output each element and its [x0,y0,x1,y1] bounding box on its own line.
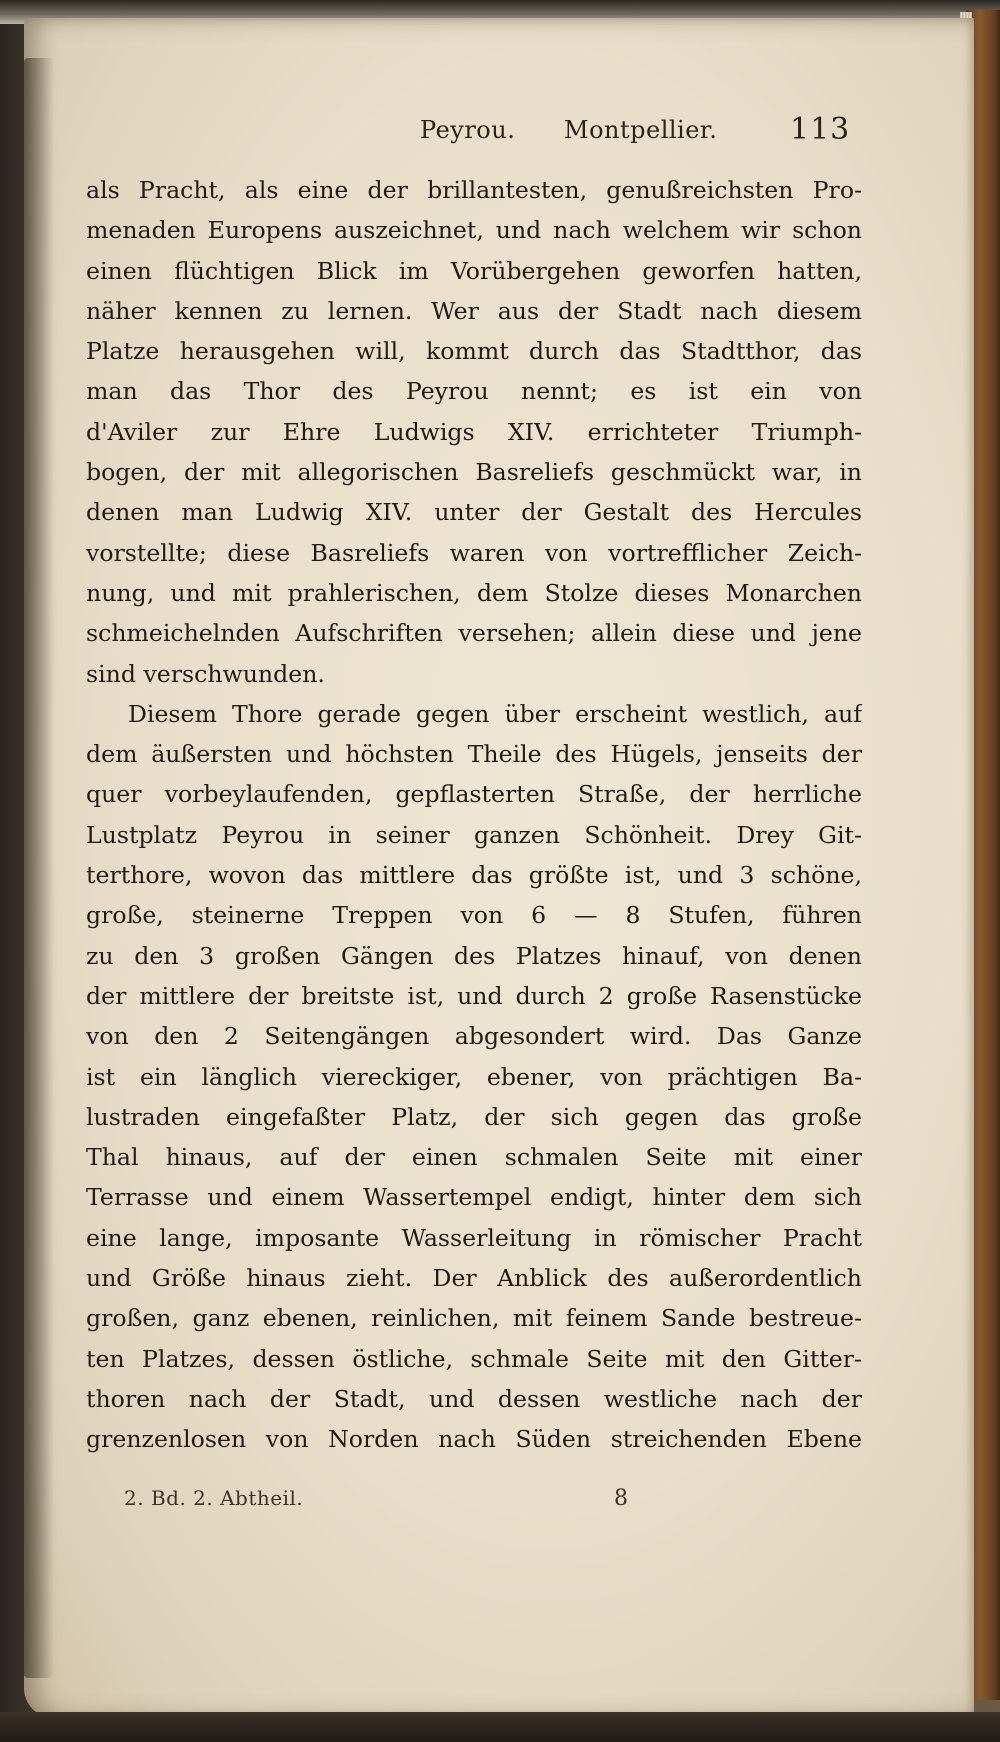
body-text [86,170,862,1460]
paragraph-end-line: sind verschwunden. [86,659,325,688]
text-line: d'Aviler zur Ehre Ludwigs XIV. errichteter Triumph- [86,417,862,446]
text-line: vorstellte; diese Basreliefs waren von vortrefflicher Zeich- [86,538,862,567]
text-line: eine lange, imposante Wasserleitung in römischer Pracht [86,1223,862,1252]
text-line: terthore, wovon das mittlere das größte ist, und 3 schöne, [86,861,862,890]
text-line: thoren nach der Stadt, und dessen westliche nach der [86,1384,862,1413]
text-line: von den 2 Seitengängen abgesondert wird. Das Ganze [86,1022,862,1051]
text-line: große, steinerne Treppen von 6 — 8 Stufen, führen [86,901,862,930]
text-line: nung, und mit prahlerischen, dem Stolze dieses Monarchen [86,578,862,607]
page-number: 113 [790,112,851,147]
text-line: der mittlere der breitste ist, und durch 2 große Rasenstücke [86,981,862,1010]
text-line: denen man Ludwig XIV. unter der Gestalt des Hercules [86,498,862,527]
text-line: Thal hinaus, auf der einen schmalen Seite mit einer [86,1143,862,1172]
text-line: dem äußersten und höchsten Theile des Hügels, jenseits der [86,740,862,769]
text-line: man das Thor des Peyrou nennt; es ist ein von [86,377,862,406]
text-line: und Größe hinaus zieht. Der Anblick des außerordentlich [86,1264,862,1293]
page-footer [24,1486,974,1526]
text-line: näher kennen zu lernen. Wer aus der Stadt nach diesem [86,296,862,325]
text-line: lustraden eingefaßter Platz, der sich gegen das große [86,1102,862,1131]
text-line: menaden Europens auszeichnet, und nach welchem wir schon [86,216,862,245]
text-line: ist ein länglich viereckiger, ebener, von prächtigen Ba- [86,1062,862,1091]
text-line: quer vorbeylaufenden, gepflasterten Straße, der herrliche [86,780,862,809]
running-header [24,112,974,152]
text-line: als Pracht, als eine der brillantesten, genußreichsten Pro- [86,176,862,204]
text-line: Lustplatz Peyrou in seiner ganzen Schönheit. Drey Git- [86,820,862,849]
text-line: ten Platzes, dessen östliche, schmale Seite mit den Gitter- [86,1344,862,1373]
sheet-mark: 8 [614,1486,628,1511]
running-title-right: Montpellier. [564,116,718,144]
text-line: Terrasse und einem Wassertempel endigt, hinter dem sich [86,1183,862,1212]
text-line: grenzenlosen von Norden nach Süden streichenden Ebene [86,1425,862,1454]
running-title-left: Peyrou. [420,116,516,144]
book-page [24,18,974,1718]
text-line: einen flüchtigen Blick im Vorübergehen geworfen hatten, [86,256,862,285]
text-line: schmeichelnden Aufschriften versehen; allein diese und jene [86,619,862,648]
paragraph-start-line: Diesem Thore gerade gegen über erscheint westlich, auf [128,699,862,728]
text-line: bogen, der mit allegorischen Basreliefs geschmückt war, in [86,458,862,487]
scan-bottom-edge [0,1712,1000,1742]
page-gutter-shadow [24,58,54,1678]
text-line: großen, ganz ebenen, reinlichen, mit feinem Sande bestreue- [86,1304,862,1333]
text-line: Platze herausgehen will, kommt durch das Stadtthor, das [86,337,862,366]
text-line: zu den 3 großen Gängen des Platzes hinauf, von denen [86,941,862,970]
volume-signature: 2. Bd. 2. Abtheil. [124,1486,304,1510]
